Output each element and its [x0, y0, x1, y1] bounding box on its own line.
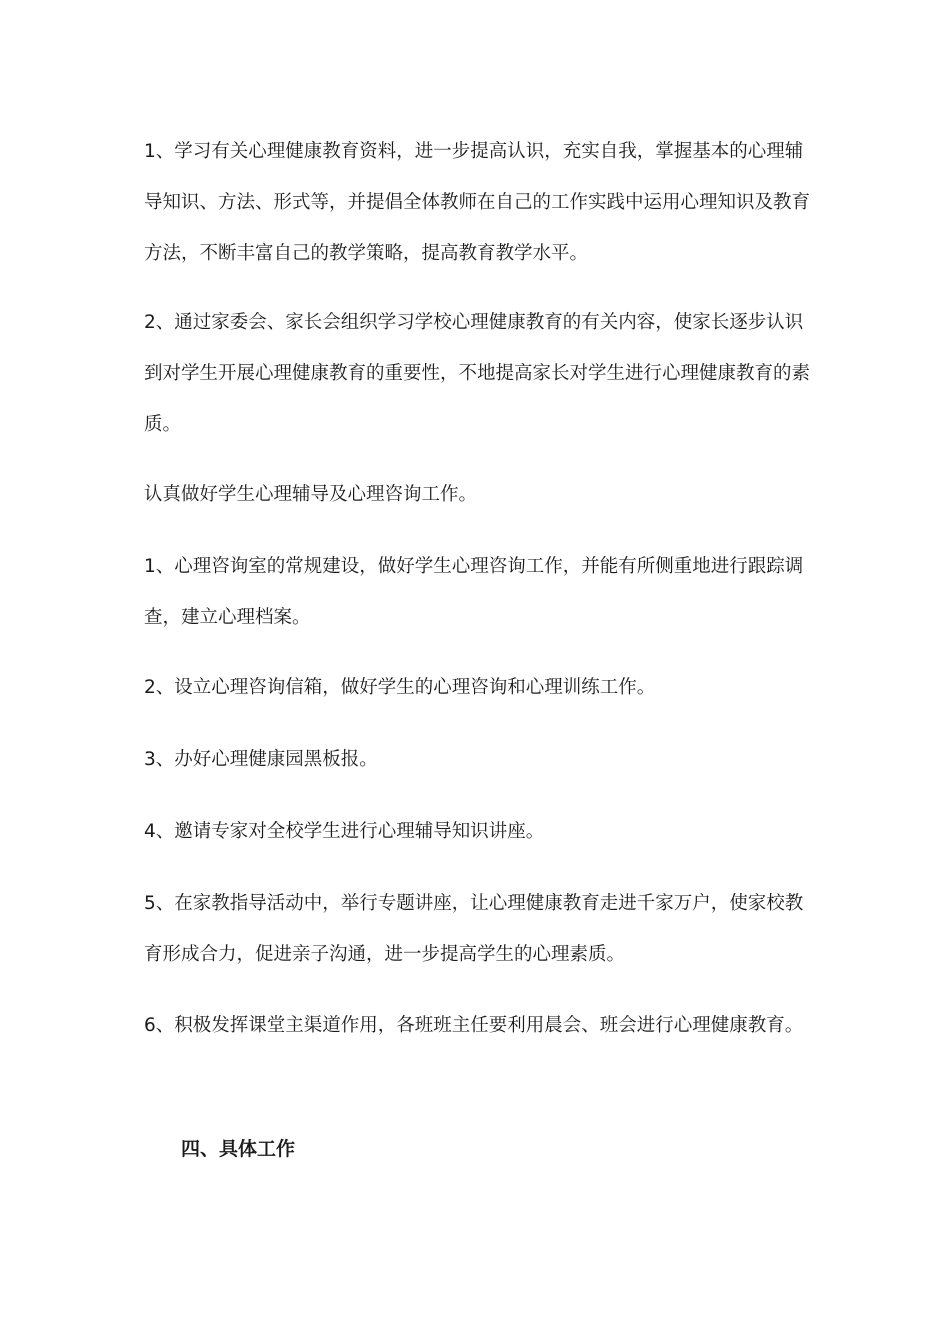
paragraph-classroom-channel: 6、积极发挥课堂主渠道作用，各班班主任要利用晨会、班会进行心理健康教育。: [144, 1015, 804, 1036]
paragraph-counseling-room: 1、心理咨询室的常规建设，做好学生心理咨询工作，并能有所侧重地进行跟踪调查，建立心理档案。: [144, 556, 804, 628]
section-heading: 四、具体工作: [181, 1138, 296, 1160]
paragraph-expert-lecture: 4、邀请专家对全校学生进行心理辅导知识讲座。: [144, 821, 545, 842]
paragraph-parent-committee: 2、通过家委会、家长会组织学习学校心理健康教育的有关内容，使家长逐步认识到对学生开展心理健康教育的重要性，不地提高家长对学生进行心理健康教育的素质。: [144, 312, 811, 435]
paragraph-mailbox: 2、设立心理咨询信箱，做好学生的心理咨询和心理训练工作。: [144, 677, 656, 698]
paragraph-counseling-intro: 认真做好学生心理辅导及心理咨询工作。: [144, 484, 478, 505]
paragraph-family-guidance: 5、在家教指导活动中，举行专题讲座，让心理健康教育走进千家万户，使家校教育形成合力，促进亲子沟通，进一步提高学生的心理素质。: [144, 893, 804, 965]
paragraph-blackboard: 3、办好心理健康园黑板报。: [144, 749, 378, 770]
paragraph-teacher-study: 1、学习有关心理健康教育资料，进一步提高认识，充实自我，掌握基本的心理辅导知识、方法、形式等，并提倡全体教师在自己的工作实践中运用心理知识及教育方法，不断丰富自己的教学策略，提高教育教学水平。: [144, 141, 811, 264]
